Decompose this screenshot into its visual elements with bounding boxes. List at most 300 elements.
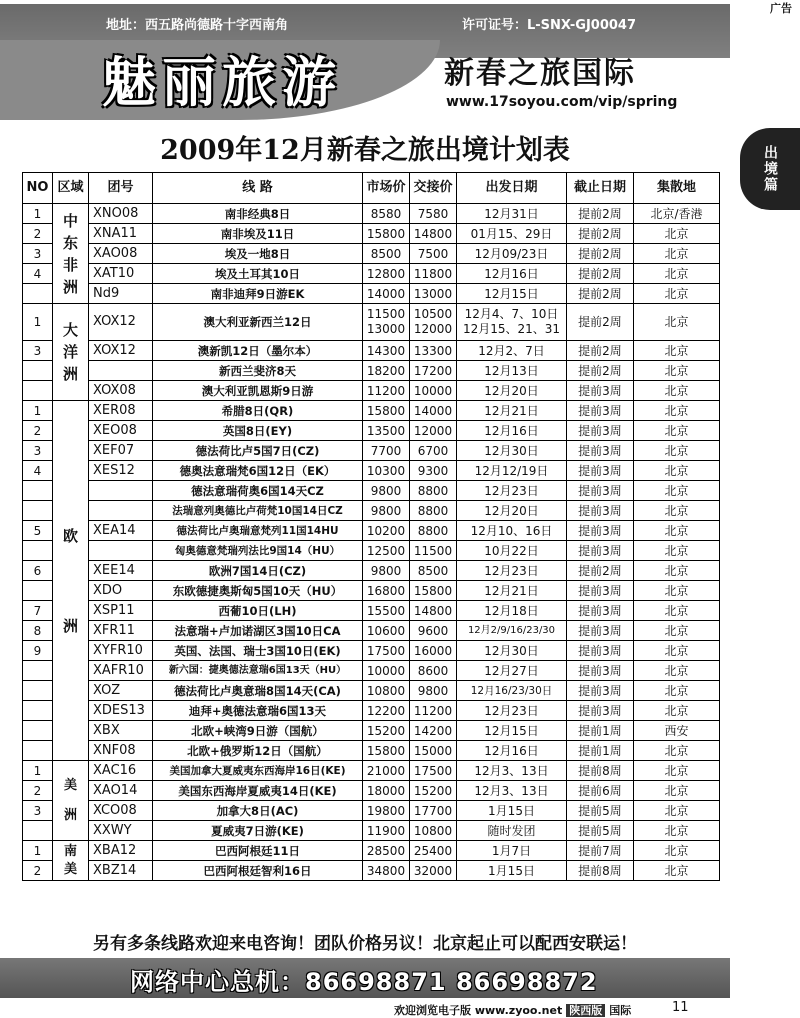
table-row [23, 304, 720, 341]
col-code: 团号 [89, 173, 153, 204]
cell-hub: 北京 [634, 461, 720, 481]
cell-cutoff: 提前2周 [567, 561, 634, 581]
cell-market: 14300 [363, 341, 410, 361]
table-row [23, 264, 720, 284]
cell-market-line1: 11500 [366, 307, 406, 321]
cell-hub: 北京 [634, 441, 720, 461]
cell-cutoff: 提前1周 [567, 721, 634, 741]
cell-depart: 12月2、7日 [457, 341, 567, 361]
cell-no [23, 501, 53, 521]
cell-hub: 北京 [634, 501, 720, 521]
table-row [23, 244, 720, 264]
table-row [23, 661, 720, 681]
ad-tag: 广告 [770, 2, 792, 15]
cell-code: XER08 [89, 401, 153, 421]
cell-hub: 北京 [634, 341, 720, 361]
cell-code: XES12 [89, 461, 153, 481]
cell-cutoff: 提前3周 [567, 461, 634, 481]
cell-depart: 12月23日 [457, 561, 567, 581]
cell-no: 2 [23, 861, 53, 881]
cell-route: 夏威夷7日游(KE) [153, 821, 363, 841]
cell-hub: 北京 [634, 561, 720, 581]
edition-badge: 陕西版 [566, 1004, 605, 1017]
cell-cutoff: 提前8周 [567, 861, 634, 881]
cell-cutoff: 提前2周 [567, 204, 634, 224]
cell-route: 南非迪拜9日游EK [153, 284, 363, 304]
cell-hub: 北京 [634, 304, 720, 341]
cell-depart: 1月15日 [457, 861, 567, 881]
cell-deal: 11800 [410, 264, 457, 284]
cell-market [363, 304, 410, 341]
cell-deal: 10000 [410, 381, 457, 401]
cell-no: 3 [23, 244, 53, 264]
cell-no: 1 [23, 401, 53, 421]
cell-market: 10200 [363, 521, 410, 541]
cell-route: 德法意瑞荷奥6国14天CZ [153, 481, 363, 501]
cell-no [23, 701, 53, 721]
cell-route: 西葡10日(LH) [153, 601, 363, 621]
cell-deal: 15200 [410, 781, 457, 801]
col-deal-price: 交接价 [410, 173, 457, 204]
cell-depart: 12月2/9/16/23/30 [457, 621, 567, 641]
cell-market: 9800 [363, 501, 410, 521]
cell-no: 3 [23, 341, 53, 361]
cell-deal: 8500 [410, 561, 457, 581]
cell-deal: 12000 [410, 421, 457, 441]
cell-route: 北欧+峡湾9日游（国航） [153, 721, 363, 741]
cell-deal: 14800 [410, 601, 457, 621]
col-cutoff: 截止日期 [567, 173, 634, 204]
cell-hub: 北京 [634, 741, 720, 761]
cell-hub: 西安 [634, 721, 720, 741]
cell-market: 9800 [363, 481, 410, 501]
table-row [23, 341, 720, 361]
cell-cutoff: 提前2周 [567, 284, 634, 304]
cell-cutoff: 提前3周 [567, 621, 634, 641]
cell-depart: 12月31日 [457, 204, 567, 224]
cell-depart: 12月20日 [457, 381, 567, 401]
hotline: 网络中心总机：86698871 86698872 [130, 968, 598, 996]
cell-market: 15500 [363, 601, 410, 621]
col-market-price: 市场价 [363, 173, 410, 204]
cell-code: XAO08 [89, 244, 153, 264]
cell-deal: 14800 [410, 224, 457, 244]
cell-hub: 北京 [634, 401, 720, 421]
table-row [23, 841, 720, 861]
cell-market: 10300 [363, 461, 410, 481]
cell-hub: 北京 [634, 761, 720, 781]
cell-cutoff: 提前8周 [567, 761, 634, 781]
cell-no [23, 581, 53, 601]
cell-no [23, 541, 53, 561]
table-row [23, 401, 720, 421]
cell-deal: 11500 [410, 541, 457, 561]
cell-market: 9800 [363, 561, 410, 581]
cell-depart: 12月23日 [457, 481, 567, 501]
cell-code: XSP11 [89, 601, 153, 621]
region-mideast-africa: 中东非洲 [53, 204, 89, 304]
cell-code: XBX [89, 721, 153, 741]
cell-market: 8500 [363, 244, 410, 264]
cell-cutoff: 提前3周 [567, 441, 634, 461]
cell-hub: 北京 [634, 361, 720, 381]
cell-route: 南非埃及11日 [153, 224, 363, 244]
cell-market: 15800 [363, 224, 410, 244]
cell-route: 希腊8日(QR) [153, 401, 363, 421]
cell-hub: 北京 [634, 661, 720, 681]
license-number: 许可证号：L-SNX-GJ00047 [462, 18, 637, 33]
cell-route: 澳新凯12日（墨尔本） [153, 341, 363, 361]
cell-route: 澳大利亚凯恩斯9日游 [153, 381, 363, 401]
cell-hub: 北京 [634, 601, 720, 621]
cell-depart: 12月15日 [457, 721, 567, 741]
table-row [23, 681, 720, 701]
cell-cutoff: 提前3周 [567, 401, 634, 421]
table-row [23, 561, 720, 581]
cell-code: XEF07 [89, 441, 153, 461]
cell-cutoff: 提前6周 [567, 781, 634, 801]
col-hub: 集散地 [634, 173, 720, 204]
cell-code: XOX08 [89, 381, 153, 401]
cell-market: 10600 [363, 621, 410, 641]
cell-deal: 13300 [410, 341, 457, 361]
cell-no: 2 [23, 224, 53, 244]
cell-no [23, 481, 53, 501]
table-row [23, 441, 720, 461]
cell-depart: 12月16日 [457, 264, 567, 284]
cell-route: 迪拜+奥德法意瑞6国13天 [153, 701, 363, 721]
cell-hub: 北京 [634, 621, 720, 641]
region-oceania: 大洋洲 [53, 304, 89, 401]
cell-route: 埃及一地8日 [153, 244, 363, 264]
table-row [23, 641, 720, 661]
table-row [23, 621, 720, 641]
cell-deal: 13000 [410, 284, 457, 304]
table-row [23, 381, 720, 401]
cell-deal: 15000 [410, 741, 457, 761]
cell-no [23, 741, 53, 761]
tour-plan-table [22, 172, 720, 881]
cell-deal: 14200 [410, 721, 457, 741]
cell-deal: 8800 [410, 501, 457, 521]
cell-no [23, 681, 53, 701]
cell-cutoff: 提前3周 [567, 421, 634, 441]
cell-depart: 随时发团 [457, 821, 567, 841]
cell-route: 新西兰斐济8天 [153, 361, 363, 381]
table-header-row [23, 173, 720, 204]
cell-market: 10800 [363, 681, 410, 701]
cell-depart: 1月15日 [457, 801, 567, 821]
table-row [23, 861, 720, 881]
cell-deal: 7500 [410, 244, 457, 264]
table-row [23, 361, 720, 381]
cell-hub: 北京 [634, 521, 720, 541]
cell-cutoff: 提前7周 [567, 841, 634, 861]
table-row [23, 601, 720, 621]
cell-depart: 12月16/23/30日 [457, 681, 567, 701]
cell-no [23, 661, 53, 681]
cell-market: 15200 [363, 721, 410, 741]
cell-no: 1 [23, 841, 53, 861]
cell-route: 法意瑞+卢加诺湖区3国10日CA [153, 621, 363, 641]
cell-market: 11900 [363, 821, 410, 841]
cell-deal: 25400 [410, 841, 457, 861]
cell-route: 南非经典8日 [153, 204, 363, 224]
cell-route: 新六国：捷奥德法意瑞6国13天（HU） [153, 661, 363, 681]
cell-cutoff: 提前3周 [567, 681, 634, 701]
cell-cutoff: 提前2周 [567, 304, 634, 341]
cell-code: XEO08 [89, 421, 153, 441]
address: 地址：西五路尚德路十字西南角 [106, 18, 289, 33]
cell-hub: 北京 [634, 421, 720, 441]
cell-code: XFR11 [89, 621, 153, 641]
cell-deal: 17200 [410, 361, 457, 381]
brand-subtitle: 新春之旅国际 [444, 56, 636, 91]
table-row [23, 781, 720, 801]
cell-code: XCO08 [89, 801, 153, 821]
cell-code: XBA12 [89, 841, 153, 861]
cell-deal: 9800 [410, 681, 457, 701]
cell-cutoff: 提前5周 [567, 821, 634, 841]
cell-market: 18000 [363, 781, 410, 801]
cell-hub: 北京 [634, 481, 720, 501]
cell-no: 1 [23, 304, 53, 341]
cell-code: XAC16 [89, 761, 153, 781]
cell-cutoff: 提前3周 [567, 541, 634, 561]
table-row [23, 761, 720, 781]
cell-market: 34800 [363, 861, 410, 881]
cell-market: 16800 [363, 581, 410, 601]
cell-depart [457, 304, 567, 341]
cell-deal-line1: 10500 [413, 307, 453, 321]
cell-market: 19800 [363, 801, 410, 821]
cell-code: XOX12 [89, 341, 153, 361]
cell-cutoff: 提前3周 [567, 521, 634, 541]
cell-route: 加拿大8日(AC) [153, 801, 363, 821]
cell-deal: 8800 [410, 521, 457, 541]
cell-depart: 12月16日 [457, 421, 567, 441]
website-url[interactable]: www.17soyou.com/vip/spring [446, 94, 678, 110]
cell-code: XEA14 [89, 521, 153, 541]
cell-market: 14000 [363, 284, 410, 304]
table-row [23, 204, 720, 224]
section-tab-label: 出境篇 [762, 145, 778, 193]
cell-no: 9 [23, 641, 53, 661]
cell-no: 3 [23, 441, 53, 461]
cell-hub: 北京 [634, 681, 720, 701]
cell-hub: 北京 [634, 224, 720, 244]
cell-route: 东欧德捷奥斯匈5国10天（HU） [153, 581, 363, 601]
cell-depart: 12月15日 [457, 284, 567, 304]
table-row [23, 801, 720, 821]
cell-market: 21000 [363, 761, 410, 781]
cell-depart: 12月21日 [457, 401, 567, 421]
cell-deal: 6700 [410, 441, 457, 461]
cell-market: 13500 [363, 421, 410, 441]
cell-no [23, 284, 53, 304]
section-tab [740, 128, 800, 210]
cell-cutoff: 提前2周 [567, 361, 634, 381]
cell-no: 2 [23, 781, 53, 801]
cell-deal: 16000 [410, 641, 457, 661]
col-no: NO [23, 173, 53, 204]
cell-no: 1 [23, 761, 53, 781]
cell-route: 法瑞意列奥德比卢荷梵10国14日CZ [153, 501, 363, 521]
cell-code: XOX12 [89, 304, 153, 341]
cell-cutoff: 提前2周 [567, 264, 634, 284]
cell-deal: 11200 [410, 701, 457, 721]
cell-deal-line2: 12000 [413, 322, 453, 336]
brand-logo: 魅丽旅游 [102, 50, 342, 114]
cell-code [89, 361, 153, 381]
cell-no: 4 [23, 264, 53, 284]
cell-deal: 17700 [410, 801, 457, 821]
cell-market: 11200 [363, 381, 410, 401]
cell-hub: 北京 [634, 861, 720, 881]
cell-route: 巴西阿根廷11日 [153, 841, 363, 861]
cell-cutoff: 提前3周 [567, 481, 634, 501]
cell-market: 12500 [363, 541, 410, 561]
cell-cutoff: 提前3周 [567, 381, 634, 401]
cell-hub: 北京 [634, 801, 720, 821]
cell-no: 2 [23, 421, 53, 441]
cell-no [23, 721, 53, 741]
cell-market: 17500 [363, 641, 410, 661]
cell-route: 欧洲7国14日(CZ) [153, 561, 363, 581]
cell-depart: 12月27日 [457, 661, 567, 681]
region-america: 美洲 [53, 761, 89, 841]
cell-code [89, 501, 153, 521]
cell-deal: 15800 [410, 581, 457, 601]
cell-deal: 32000 [410, 861, 457, 881]
cell-route: 德法荷比卢5国7日(CZ) [153, 441, 363, 461]
table-row [23, 421, 720, 441]
cell-route: 德法荷比卢奥意瑞8国14天(CA) [153, 681, 363, 701]
cell-hub: 北京 [634, 781, 720, 801]
cell-no: 7 [23, 601, 53, 621]
cell-deal: 7580 [410, 204, 457, 224]
cell-depart: 12月30日 [457, 441, 567, 461]
cell-route: 德奥法意瑞梵6国12日（EK） [153, 461, 363, 481]
cell-code: XYFR10 [89, 641, 153, 661]
cell-depart: 12月18日 [457, 601, 567, 621]
cell-deal: 10800 [410, 821, 457, 841]
cell-cutoff: 提前1周 [567, 741, 634, 761]
cell-no: 6 [23, 561, 53, 581]
cell-depart: 12月20日 [457, 501, 567, 521]
cell-cutoff: 提前2周 [567, 341, 634, 361]
cell-market: 7700 [363, 441, 410, 461]
cell-code: XAT10 [89, 264, 153, 284]
table-row [23, 224, 720, 244]
table-row [23, 541, 720, 561]
cell-market: 12200 [363, 701, 410, 721]
cell-depart-line1: 12月4、7、10日 [464, 307, 559, 321]
cell-hub: 北京 [634, 541, 720, 561]
region-south-america: 南美 [53, 841, 89, 881]
cell-depart: 12月3、13日 [457, 761, 567, 781]
cell-route: 德法荷比卢奥瑞意梵列11国14HU [153, 521, 363, 541]
cell-depart: 12月09/23日 [457, 244, 567, 264]
table-row [23, 721, 720, 741]
cell-code: XNF08 [89, 741, 153, 761]
cell-hub: 北京/香港 [634, 204, 720, 224]
cell-deal: 14000 [410, 401, 457, 421]
cell-route: 匈奥德意梵瑞列法比9国14（HU） [153, 541, 363, 561]
cell-code: XAO14 [89, 781, 153, 801]
cell-cutoff: 提前3周 [567, 601, 634, 621]
cell-market: 28500 [363, 841, 410, 861]
cell-deal: 9300 [410, 461, 457, 481]
cell-market: 12800 [363, 264, 410, 284]
cell-code: XOZ [89, 681, 153, 701]
cell-depart: 12月3、13日 [457, 781, 567, 801]
site-link[interactable]: 欢迎浏览电子版 www.zyoo.net [394, 1004, 563, 1017]
cell-depart-line2: 12月15、21、31 [462, 322, 561, 336]
cell-hub: 北京 [634, 244, 720, 264]
cell-cutoff: 提前3周 [567, 581, 634, 601]
table-row [23, 581, 720, 601]
cell-deal [410, 304, 457, 341]
table-row [23, 701, 720, 721]
col-region: 区域 [53, 173, 89, 204]
cell-no: 4 [23, 461, 53, 481]
cell-market: 18200 [363, 361, 410, 381]
table-row [23, 501, 720, 521]
cell-hub: 北京 [634, 701, 720, 721]
cell-depart: 12月16日 [457, 741, 567, 761]
table-row [23, 284, 720, 304]
cell-hub: 北京 [634, 264, 720, 284]
cell-code: XXWY [89, 821, 153, 841]
cell-depart: 10月22日 [457, 541, 567, 561]
cell-depart: 12月30日 [457, 641, 567, 661]
cell-code: Nd9 [89, 284, 153, 304]
cell-cutoff: 提前3周 [567, 661, 634, 681]
cell-no: 8 [23, 621, 53, 641]
cell-depart: 12月12/19日 [457, 461, 567, 481]
cell-deal: 9600 [410, 621, 457, 641]
cell-code: XNO08 [89, 204, 153, 224]
cell-hub: 北京 [634, 381, 720, 401]
footer-note: 另有多条线路欢迎来电咨询！团队价格另议！北京起止可以配西安联运！ [93, 934, 637, 954]
cell-route: 英国、法国、瑞士3国10日(EK) [153, 641, 363, 661]
cell-no [23, 381, 53, 401]
cell-market-line2: 13000 [366, 322, 406, 336]
cell-depart: 12月23日 [457, 701, 567, 721]
cell-code [89, 481, 153, 501]
table-row [23, 481, 720, 501]
cell-no [23, 361, 53, 381]
cell-cutoff: 提前3周 [567, 701, 634, 721]
cell-no: 3 [23, 801, 53, 821]
cell-hub: 北京 [634, 641, 720, 661]
cell-hub: 北京 [634, 581, 720, 601]
cell-cutoff: 提前5周 [567, 801, 634, 821]
cell-hub: 北京 [634, 841, 720, 861]
cell-market: 15800 [363, 741, 410, 761]
cell-code [89, 541, 153, 561]
cell-route: 埃及土耳其10日 [153, 264, 363, 284]
cell-no: 1 [23, 204, 53, 224]
col-route: 线 路 [153, 173, 363, 204]
table-row [23, 821, 720, 841]
cell-no [23, 821, 53, 841]
cell-route: 北欧+俄罗斯12日（国航） [153, 741, 363, 761]
cell-cutoff: 提前2周 [567, 224, 634, 244]
region-europe: 欧洲 [53, 401, 89, 761]
cell-cutoff: 提前3周 [567, 641, 634, 661]
